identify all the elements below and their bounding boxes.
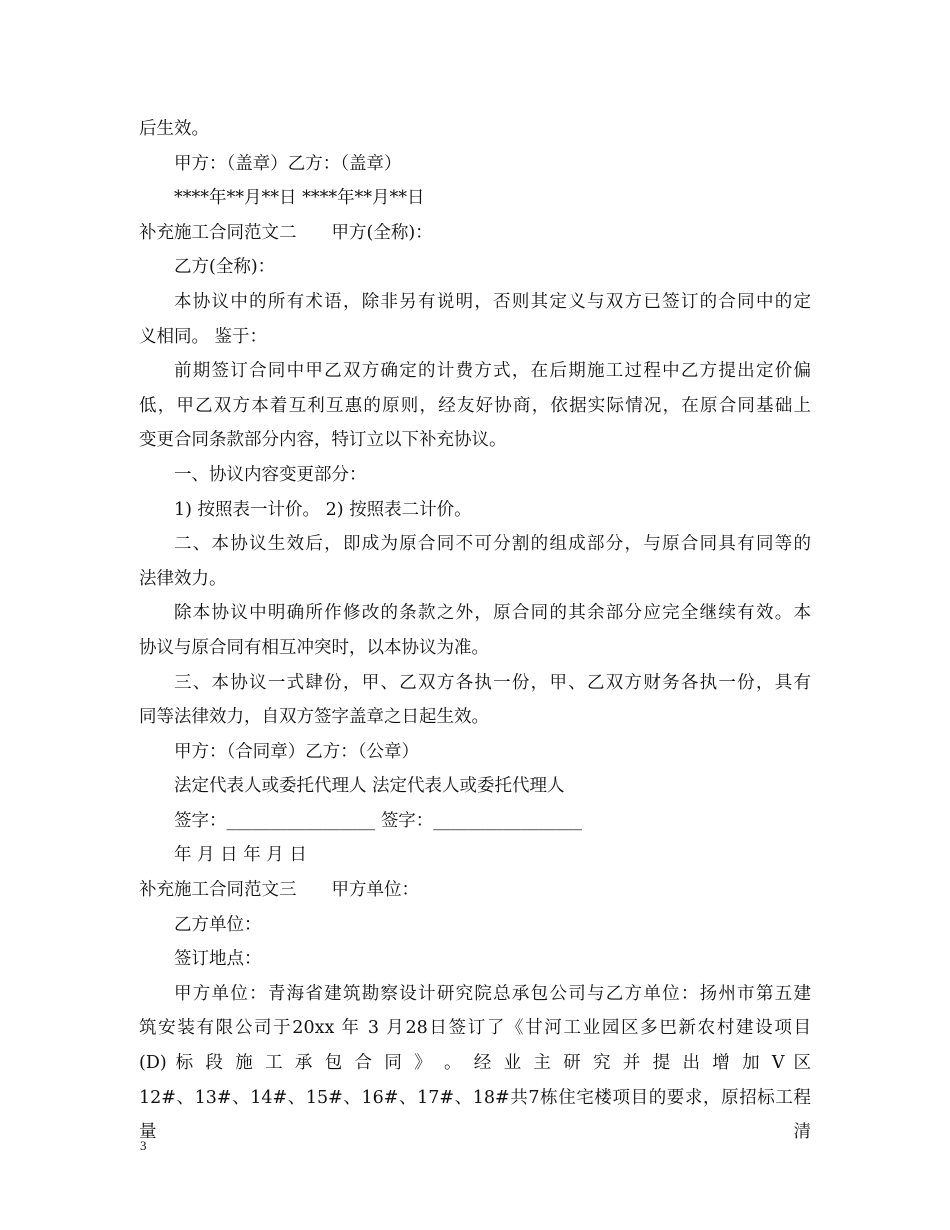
signature-line: 甲方：（盖章）乙方：（盖章） bbox=[174, 153, 402, 174]
section-heading: 补充施工合同范文二 甲方(全称)： bbox=[139, 222, 433, 243]
text-line: 后生效。 bbox=[139, 119, 209, 139]
paragraph-line: 义相同。 鉴于： bbox=[139, 326, 268, 347]
signature-line: 甲方：（合同章）乙方：（公章） bbox=[174, 741, 419, 762]
paragraph-line: 变更合同条款部分内容，特订立以下补充协议。 bbox=[139, 430, 507, 451]
paragraph-line: 法律效力。 bbox=[139, 568, 227, 589]
paragraph-line: 同等法律效力，自双方签字盖章之日起生效。 bbox=[139, 707, 489, 728]
clause-heading: 一、协议内容变更部分： bbox=[174, 464, 367, 485]
signature-blank-line: 签字：_________________ 签字：_________________ bbox=[174, 810, 583, 831]
section-heading: 补充施工合同范文三 甲方单位： bbox=[139, 880, 419, 901]
paragraph-line: (D) 标 段 施 工 承 包 合 同 》 。 经 业 主 研 究 并 提 出 增 加 V 区 bbox=[139, 1053, 811, 1074]
paragraph-line: 二、本协议生效后，即成为原合同不可分割的组成部分，与原合同具有同等的 bbox=[174, 534, 811, 555]
date-line: ****年**月**日 ****年**月**日 bbox=[174, 188, 425, 209]
clause-item: 1) 按照表一计价。 2) 按照表二计价。 bbox=[174, 499, 472, 520]
paragraph-line: 三、本协议一式肆份，甲、乙双方各执一份，甲、乙双方财务各执一份，具有 bbox=[174, 672, 811, 693]
page-number: 3 bbox=[140, 1138, 147, 1153]
representative-line: 法定代表人或委托代理人 法定代表人或委托代理人 bbox=[174, 776, 565, 797]
paragraph-line: 除本协议中明确所作修改的条款之外，原合同的其余部分应完全继续有效。本 bbox=[174, 603, 811, 624]
paragraph-line: 低，甲乙双方本着互利互惠的原则，经友好协商，依据实际情况，在原合同基础上 bbox=[139, 395, 811, 416]
paragraph-line: 甲方单位：青海省建筑勘察设计研究院总承包公司与乙方单位：扬州市第五建 bbox=[174, 983, 811, 1004]
paragraph-line: 12#、13#、14#、15#、16#、17#、18#共7栋住宅楼项目的要求，原招标工程量清 bbox=[139, 1087, 811, 1143]
document-body bbox=[139, 112, 811, 1143]
paragraph-line: 前期签订合同中甲乙双方确定的计费方式，在后期施工过程中乙方提出定价偏 bbox=[174, 361, 811, 382]
party-line: 乙方(全称)： bbox=[174, 257, 276, 278]
date-line: 年 月 日 年 月 日 bbox=[174, 845, 307, 866]
location-line: 签订地点： bbox=[174, 949, 262, 970]
paragraph-line: 筑安装有限公司于20xx 年 3 月28日签订了《甘河工业园区多巴新农村建设项目 bbox=[139, 1018, 811, 1039]
paragraph-line: 协议与原合同有相互冲突时，以本协议为准。 bbox=[139, 637, 489, 658]
party-line: 乙方单位： bbox=[174, 914, 262, 935]
paragraph-line: 本协议中的所有术语，除非另有说明，否则其定义与双方已签订的合同中的定 bbox=[174, 291, 811, 312]
